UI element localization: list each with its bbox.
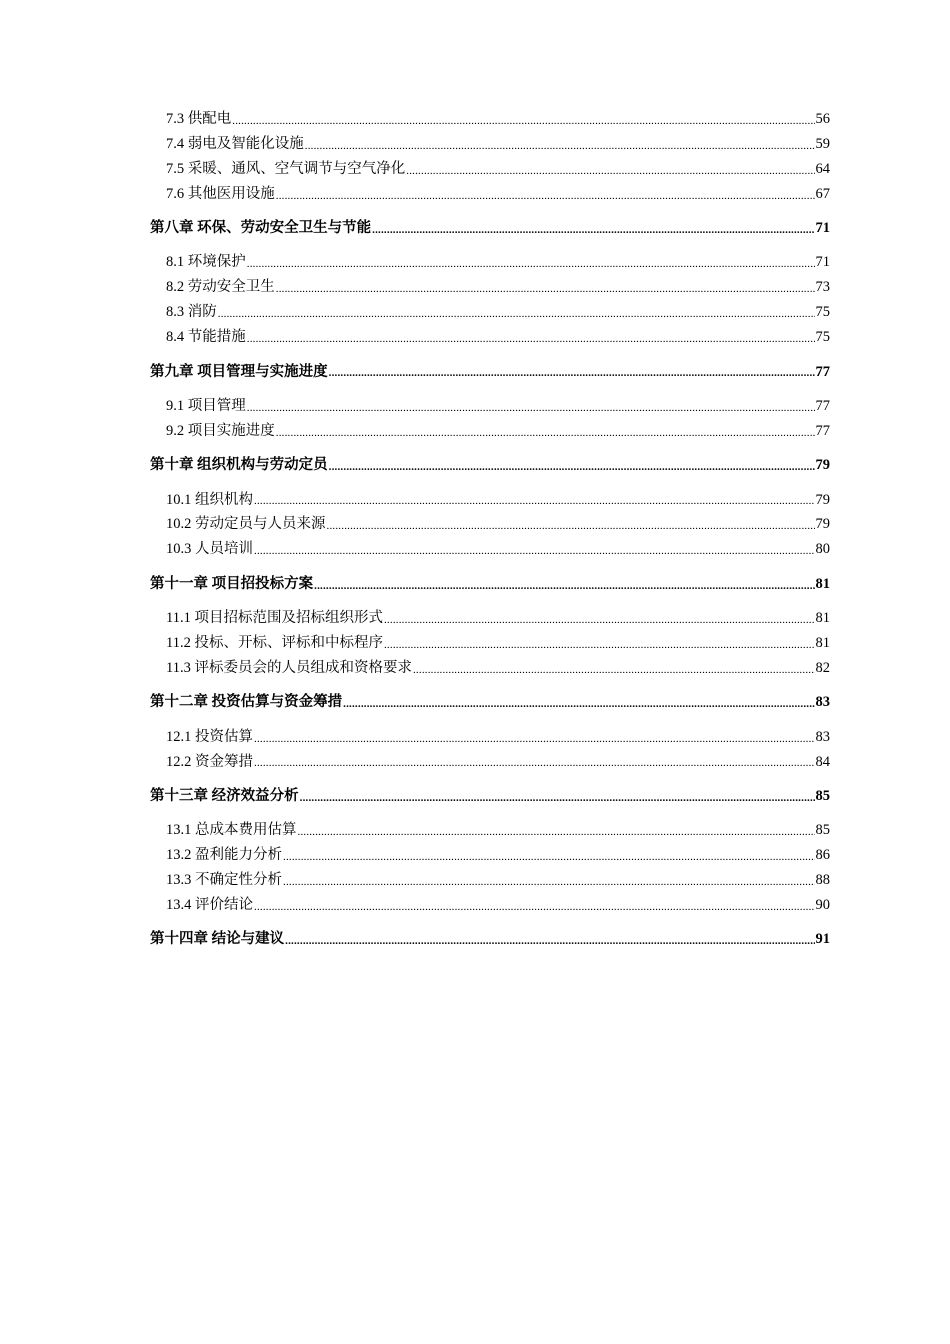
dot-leader — [247, 325, 815, 350]
toc-page-number: 77 — [815, 397, 830, 414]
toc-entry-title: 8.3 消防 — [166, 304, 217, 321]
toc-section-entry[interactable] — [150, 512, 830, 537]
toc-page-number: 79 — [815, 457, 830, 474]
toc-page-number: 73 — [815, 279, 830, 296]
toc-entry-title: 8.1 环境保护 — [166, 254, 246, 271]
dot-leader — [413, 656, 815, 681]
toc-entry-title: 13.1 总成本费用估算 — [166, 822, 297, 839]
toc-chapter-entry[interactable] — [150, 784, 830, 809]
toc-entry-title: 9.1 项目管理 — [166, 397, 246, 414]
toc-page-number: 86 — [815, 847, 830, 864]
dot-leader — [329, 360, 815, 385]
toc-section-entry[interactable] — [150, 818, 830, 843]
toc-chapter-entry[interactable] — [150, 216, 830, 241]
toc-entry-title: 7.4 弱电及智能化设施 — [166, 135, 304, 152]
toc-section-entry[interactable] — [150, 843, 830, 868]
toc-section-entry[interactable] — [150, 132, 830, 157]
toc-page-number: 75 — [815, 304, 830, 321]
dot-leader — [276, 419, 815, 444]
toc-page-number: 85 — [815, 787, 830, 804]
toc-page-number: 83 — [815, 694, 830, 711]
toc-chapter-entry[interactable] — [150, 927, 830, 952]
toc-entry-title: 第九章 项目管理与实施进度 — [150, 363, 328, 380]
toc-page-number: 85 — [815, 822, 830, 839]
dot-leader — [276, 275, 815, 300]
dot-leader — [247, 394, 815, 419]
toc-section-entry[interactable] — [150, 893, 830, 918]
toc-section-entry[interactable] — [150, 631, 830, 656]
toc-chapter-entry[interactable] — [150, 360, 830, 385]
toc-chapter-entry[interactable] — [150, 572, 830, 597]
toc-entry-title: 11.2 投标、开标、评标和中标程序 — [166, 635, 383, 652]
toc-page-number: 81 — [815, 575, 830, 592]
toc-entry-title: 8.4 节能措施 — [166, 329, 246, 346]
toc-page-number: 90 — [815, 897, 830, 914]
dot-leader — [276, 182, 815, 207]
toc-section-entry[interactable] — [150, 394, 830, 419]
toc-section-entry[interactable] — [150, 157, 830, 182]
toc-entry-title: 第十章 组织机构与劳动定员 — [150, 457, 328, 474]
toc-entry-title: 第八章 环保、劳动安全卫生与节能 — [150, 220, 372, 237]
table-of-contents — [150, 107, 830, 962]
toc-section-entry[interactable] — [150, 488, 830, 513]
toc-page-number: 56 — [815, 111, 830, 127]
dot-leader — [285, 927, 814, 952]
toc-page-number: 83 — [815, 728, 830, 745]
dot-leader — [372, 216, 814, 241]
dot-leader — [406, 157, 814, 182]
dot-leader — [298, 818, 815, 843]
toc-page-number: 81 — [815, 610, 830, 627]
dot-leader — [254, 893, 815, 918]
toc-page-number: 71 — [815, 220, 830, 237]
toc-page-number: 59 — [815, 135, 830, 152]
toc-entry-title: 12.1 投资估算 — [166, 728, 253, 745]
toc-section-entry[interactable] — [150, 868, 830, 893]
dot-leader — [254, 750, 815, 775]
dot-leader — [247, 250, 815, 275]
toc-section-entry[interactable] — [150, 419, 830, 444]
dot-leader — [254, 537, 815, 562]
dot-leader — [300, 784, 815, 809]
dot-leader — [254, 488, 815, 513]
toc-entry-title: 7.6 其他医用设施 — [166, 185, 275, 202]
toc-page-number: 88 — [815, 872, 830, 889]
toc-entry-title: 13.4 评价结论 — [166, 897, 253, 914]
dot-leader — [327, 512, 815, 537]
toc-page-number: 67 — [815, 185, 830, 202]
toc-entry-title: 10.1 组织机构 — [166, 491, 253, 508]
dot-leader — [314, 572, 814, 597]
toc-entry-title: 12.2 资金筹措 — [166, 753, 253, 770]
toc-page-number: 75 — [815, 329, 830, 346]
toc-page-number: 81 — [815, 635, 830, 652]
toc-page-number: 64 — [815, 160, 830, 177]
toc-page-number: 91 — [815, 931, 830, 948]
toc-section-entry[interactable] — [150, 725, 830, 750]
toc-entry-title: 7.5 采暖、通风、空气调节与空气净化 — [166, 160, 406, 177]
toc-entry-title: 11.3 评标委员会的人员组成和资格要求 — [166, 659, 412, 676]
toc-entry-title: 第十一章 项目招投标方案 — [150, 575, 314, 592]
toc-section-entry[interactable] — [150, 325, 830, 350]
toc-entry-title: 10.2 劳动定员与人员来源 — [166, 516, 326, 533]
toc-entry-title: 10.3 人员培训 — [166, 541, 253, 558]
toc-entry-title: 7.3 供配电 — [166, 111, 232, 127]
dot-leader — [329, 453, 815, 478]
toc-section-entry[interactable] — [150, 250, 830, 275]
dot-leader — [384, 606, 815, 631]
toc-section-entry[interactable] — [150, 300, 830, 325]
toc-entry-title: 第十二章 投资估算与资金筹措 — [150, 694, 343, 711]
toc-page-number: 80 — [815, 541, 830, 558]
toc-page-number: 79 — [815, 516, 830, 533]
toc-page-number: 79 — [815, 491, 830, 508]
toc-section-entry[interactable] — [150, 182, 830, 207]
toc-chapter-entry[interactable] — [150, 690, 830, 715]
toc-entry-title: 13.3 不确定性分析 — [166, 872, 282, 889]
toc-section-entry[interactable] — [150, 537, 830, 562]
toc-page-number: 77 — [815, 363, 830, 380]
toc-section-entry[interactable] — [150, 275, 830, 300]
toc-entry-title: 8.2 劳动安全卫生 — [166, 279, 275, 296]
toc-entry-title: 第十三章 经济效益分析 — [150, 787, 299, 804]
toc-page-number: 71 — [815, 254, 830, 271]
toc-section-entry[interactable] — [150, 606, 830, 631]
dot-leader — [283, 843, 815, 868]
toc-section-entry[interactable] — [150, 750, 830, 775]
dot-leader — [254, 725, 815, 750]
dot-leader — [343, 690, 814, 715]
toc-page-number: 82 — [815, 659, 830, 676]
toc-entry-title: 13.2 盈利能力分析 — [166, 847, 282, 864]
toc-section-entry[interactable] — [150, 656, 830, 681]
dot-leader — [283, 868, 815, 893]
toc-page-number: 77 — [815, 422, 830, 439]
dot-leader — [218, 300, 815, 325]
toc-page-number: 84 — [815, 753, 830, 770]
dot-leader — [305, 132, 815, 157]
toc-entry-title: 第十四章 结论与建议 — [150, 931, 285, 948]
toc-entry-title: 11.1 项目招标范围及招标组织形式 — [166, 610, 383, 627]
dot-leader — [384, 631, 815, 656]
toc-chapter-entry[interactable] — [150, 453, 830, 478]
toc-section-entry[interactable] — [150, 107, 830, 132]
toc-entry-title: 9.2 项目实施进度 — [166, 422, 275, 439]
dot-leader — [232, 107, 814, 132]
